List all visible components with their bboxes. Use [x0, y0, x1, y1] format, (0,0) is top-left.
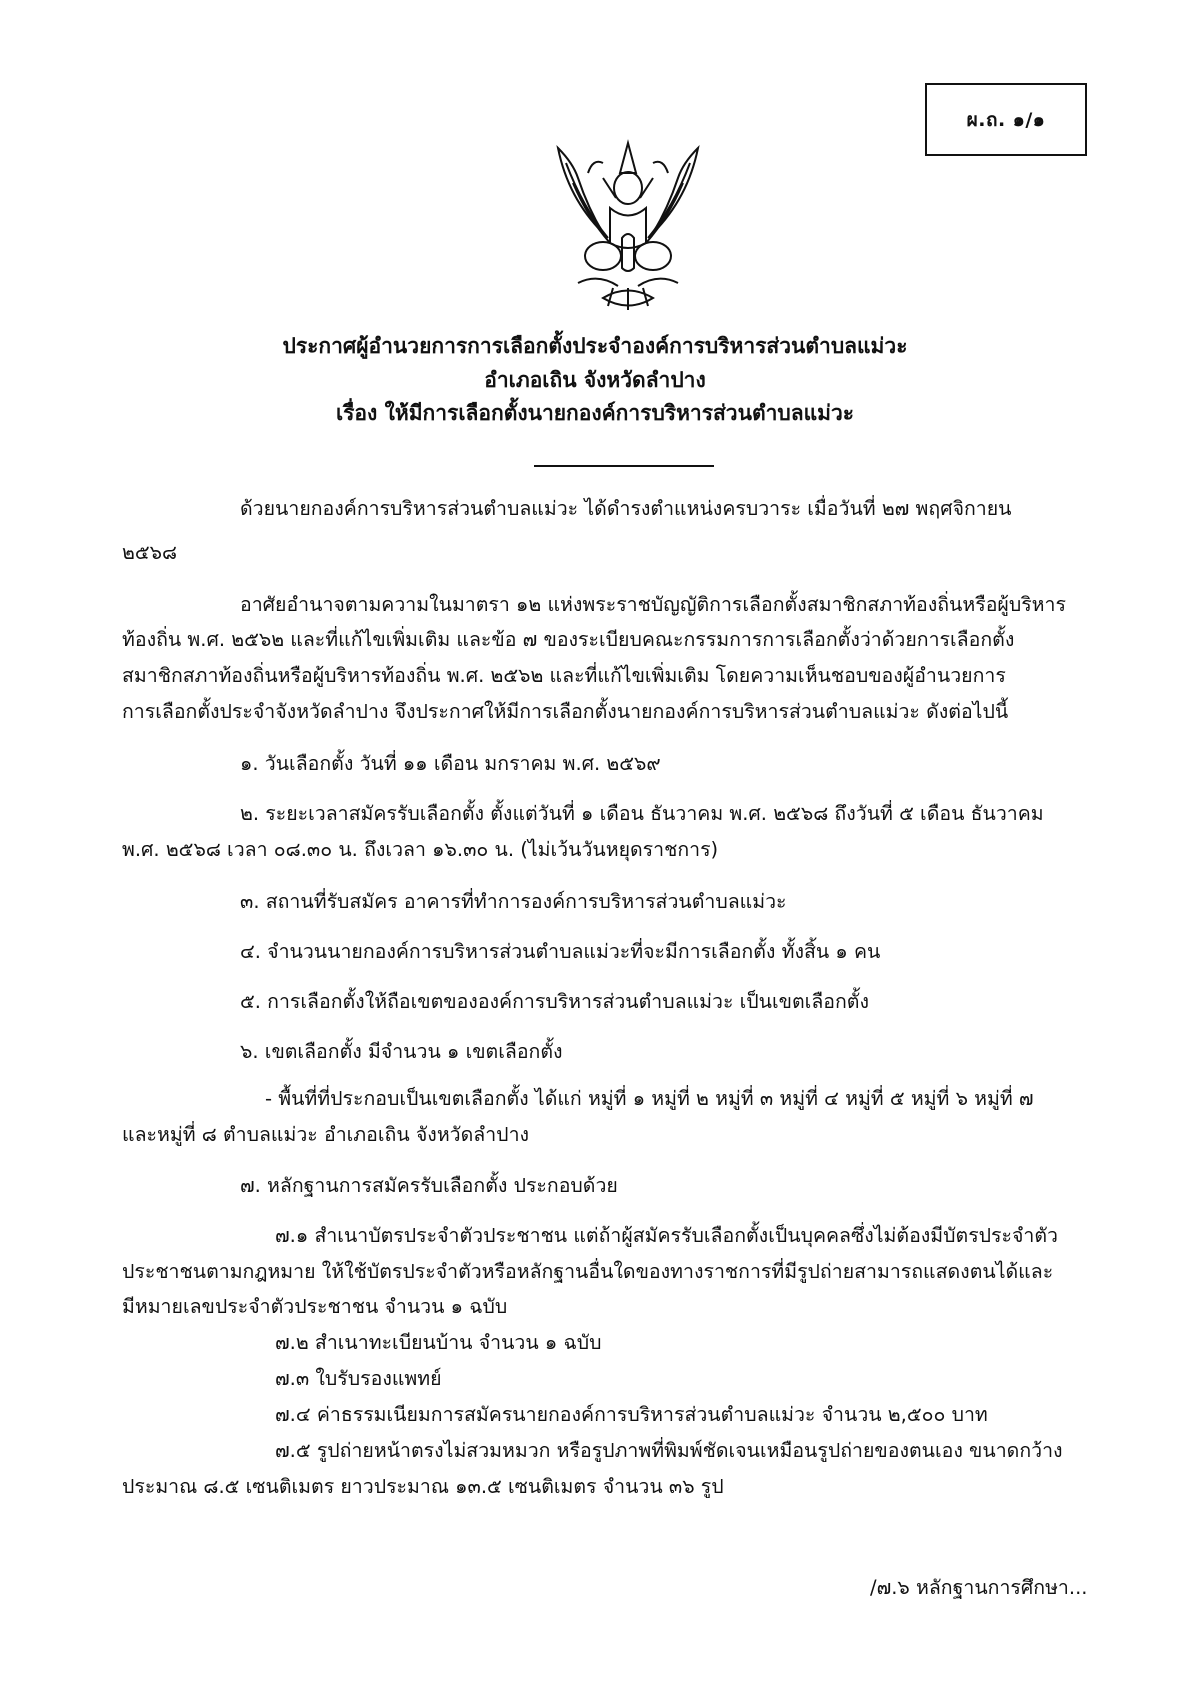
subject-line: เรื่อง ให้มีการเลือกตั้งนายกองค์การบริหารส่วนตำบลแม่วะ [335, 401, 855, 425]
item-7-2: ๗.๒ สำเนาทะเบียนบ้าน จำนวน ๑ ฉบับ [275, 1331, 602, 1354]
item-7-1-line3: มีหมายเลขประจำตัวประชาชน จำนวน ๑ ฉบับ [122, 1295, 508, 1318]
item-5: ๕. การเลือกตั้งให้ถือเขตขององค์การบริหารส่วนตำบลแม่วะ เป็นเขตเลือกตั้ง [240, 990, 869, 1013]
item-6-sub-line2: และหมู่ที่ ๘ ตำบลแม่วะ อำเภอเถิน จังหวัดลำปาง [122, 1123, 530, 1146]
item-2-line1: ๒. ระยะเวลาสมัครรับเลือกตั้ง ตั้งแต่วันที่ ๑ เดือน ธันวาคม พ.ศ. ๒๕๖๘ ถึงวันที่ ๕ เดือน ธันวาคม [240, 802, 1044, 825]
item-2-line2: พ.ศ. ๒๕๖๘ เวลา ๐๘.๓๐ น. ถึงเวลา ๑๖.๓๐ น. (ไม่เว้นวันหยุดราชการ) [122, 838, 719, 861]
continuation-note: /๗.๖ หลักฐานการศึกษา... [870, 1576, 1088, 1599]
item-7-5-line2: ประมาณ ๘.๕ เซนติเมตร ยาวประมาณ ๑๓.๕ เซนติเมตร จำนวน ๓๖ รูป [122, 1475, 724, 1498]
intro-p2-line4: การเลือกตั้งประจำจังหวัดลำปาง จึงประกาศให้มีการเลือกตั้งนายกองค์การบริหารส่วนตำบลแม่วะ ดังต่อไปนี้ [122, 700, 1009, 723]
item-7-4: ๗.๔ ค่าธรรมเนียมการสมัครนายกองค์การบริหารส่วนตำบลแม่วะ จำนวน ๒,๕๐๐ บาท [275, 1403, 988, 1426]
item-1: ๑. วันเลือกตั้ง วันที่ ๑๑ เดือน มกราคม พ.ศ. ๒๕๖๙ [240, 752, 661, 775]
heading-divider [534, 465, 714, 467]
item-4: ๔. จำนวนนายกองค์การบริหารส่วนตำบลแม่วะที่จะมีการเลือกตั้ง ทั้งสิ้น ๑ คน [240, 940, 881, 963]
item-7-5-line1: ๗.๕ รูปถ่ายหน้าตรงไม่สวมหมวก หรือรูปภาพที่พิมพ์ชัดเจนเหมือนรูปถ่ายของตนเอง ขนาดกว้าง [275, 1439, 1063, 1462]
item-6: ๖. เขตเลือกตั้ง มีจำนวน ๑ เขตเลือกตั้ง [240, 1040, 563, 1063]
intro-p1-line1: ด้วยนายกองค์การบริหารส่วนตำบลแม่วะ ได้ดำรงตำแหน่งครบวาระ เมื่อวันที่ ๒๗ พฤศจิกายน [240, 497, 1012, 520]
intro-p2-line1: อาศัยอำนาจตามความในมาตรา ๑๒ แห่งพระราชบัญญัติการเลือกตั้งสมาชิกสภาท้องถิ่นหรือผู้บริหาร [240, 593, 1066, 616]
announcement-title: ประกาศผู้อำนวยการการเลือกตั้งประจำองค์การบริหารส่วนตำบลแม่วะ [282, 334, 908, 358]
district-province: อำเภอเถิน จังหวัดลำปาง [484, 368, 706, 392]
garuda-emblem-icon [548, 138, 708, 313]
intro-p2-line3: สมาชิกสภาท้องถิ่นหรือผู้บริหารท้องถิ่น พ.ศ. ๒๕๖๒ และที่แก้ไขเพิ่มเติม โดยความเห็นชอบของผู้อำนวยการ [122, 664, 1006, 687]
form-code-box [925, 83, 1087, 156]
item-7: ๗. หลักฐานการสมัครรับเลือกตั้ง ประกอบด้วย [240, 1174, 618, 1197]
item-3: ๓. สถานที่รับสมัคร อาคารที่ทำการองค์การบริหารส่วนตำบลแม่วะ [240, 890, 787, 913]
intro-p2-line2: ท้องถิ่น พ.ศ. ๒๕๖๒ และที่แก้ไขเพิ่มเติม และข้อ ๗ ของระเบียบคณะกรรมการการเลือกตั้งว่าด้วยการเลือกตั้ง [122, 628, 1015, 651]
item-6-sub-line1: - พื้นที่ที่ประกอบเป็นเขตเลือกตั้ง ได้แก่ หมู่ที่ ๑ หมู่ที่ ๒ หมู่ที่ ๓ หมู่ที่ ๔ หมู่ที่ ๕ หมู่ที่ ๖ หมู่ที่ ๗ [265, 1087, 1034, 1110]
form-code: ผ.ถ. ๑/๑ [966, 108, 1046, 131]
item-7-1-line2: ประชาชนตามกฎหมาย ให้ใช้บัตรประจำตัวหรือหลักฐานอื่นใดของทางราชการที่มีรูปถ่ายสามารถแสดงตนได้และ [122, 1260, 1054, 1283]
item-7-3: ๗.๓ ใบรับรองแพทย์ [275, 1367, 442, 1390]
intro-p1-line2: ๒๕๖๘ [122, 541, 178, 564]
item-7-1-line1: ๗.๑ สำเนาบัตรประจำตัวประชาชน แต่ถ้าผู้สมัครรับเลือกตั้งเป็นบุคคลซึ่งไม่ต้องมีบัตรประจำตัว [275, 1224, 1058, 1247]
